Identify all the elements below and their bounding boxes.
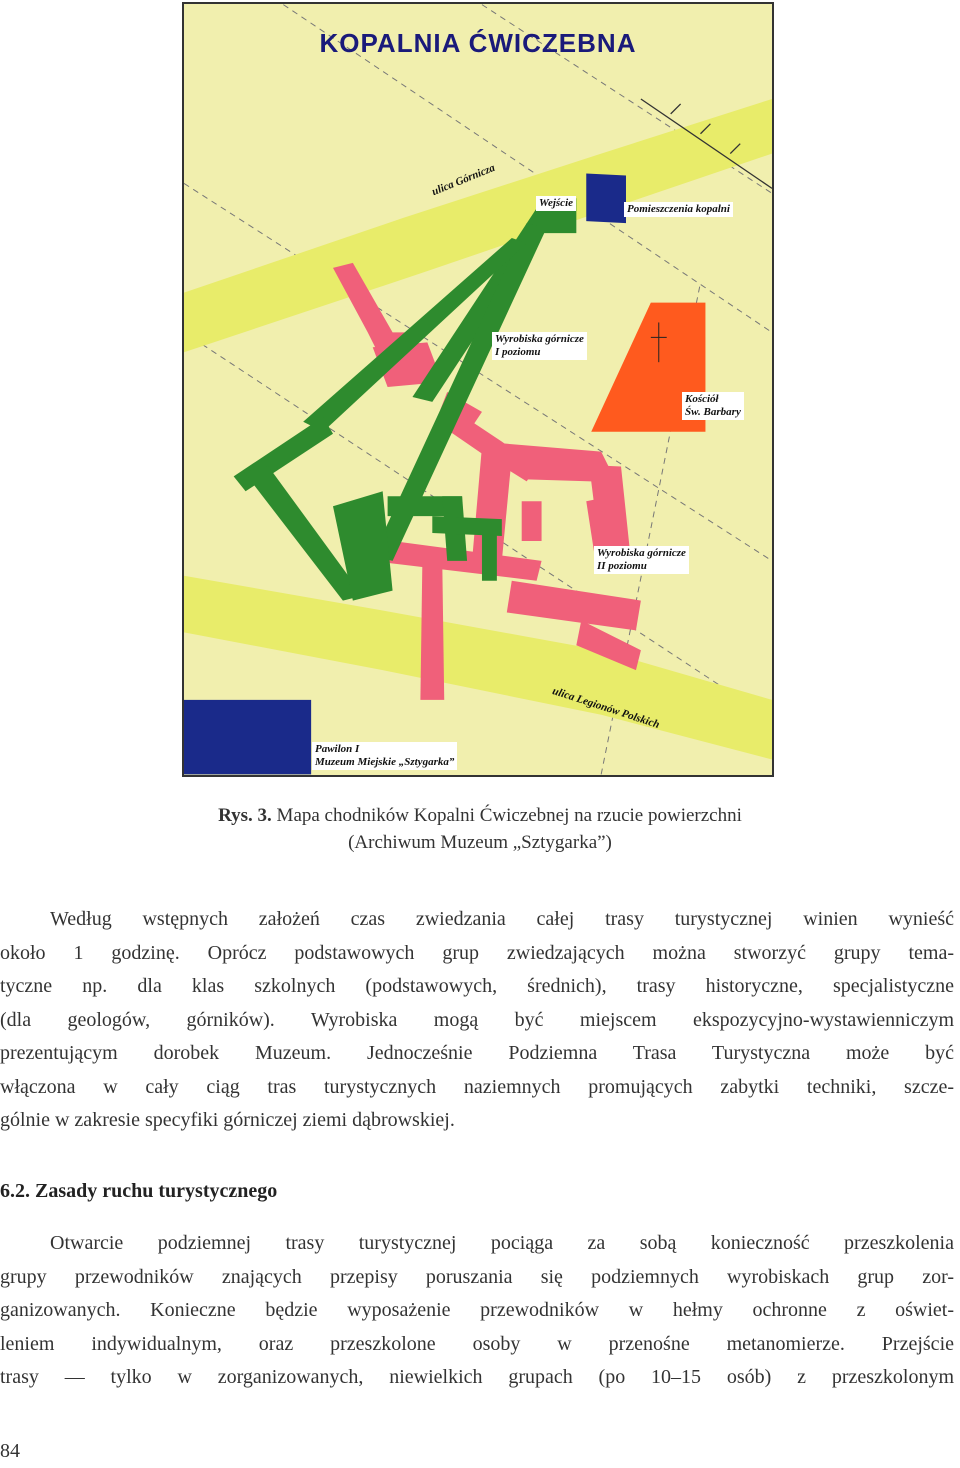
paragraph-line: około 1 godzinę. Oprócz podstawowych grup zwiedzających można stworzyć grupy tema- [0, 941, 954, 964]
label-level-2: Wyrobiska górnicze II poziomu [594, 546, 689, 574]
caption-line-1: Mapa chodników Kopalni Ćwiczebnej na rzucie powierzchni [271, 805, 742, 826]
paragraph-line: grupy przewodników znających przepisy poruszania się podziemnych wyrobiskach grup zor- [0, 1265, 954, 1288]
section-number: 6.2. [0, 1180, 30, 1202]
paragraph-line: ganizowanych. Konieczne będzie wyposażenie przewodników w hełmy ochronne z oświet- [0, 1299, 954, 1321]
label-street-gornicza: ulica Górnicza [430, 161, 497, 199]
paragraph-line: Otwarcie podziemnej trasy turystycznej pociąga za sobą konieczność przeszkolenia [50, 1232, 954, 1254]
label-pavilion: Pawilon I Muzeum Miejskie „Sztygarka” [312, 742, 457, 770]
mine-map-drawing [184, 4, 772, 775]
paragraph-line: trasy — tylko w zorganizowanych, niewielkich grupach (po 10–15 osób) z przeszkolonym [0, 1366, 954, 1388]
pavilion-building [184, 700, 311, 774]
paragraph-line: Według wstępnych założeń czas zwiedzania całej trasy turystycznej winien wynieść [50, 908, 954, 930]
section-heading [0, 1180, 277, 1203]
mine-map-figure [182, 2, 774, 777]
map-title: KOPALNIA ĆWICZEBNA [319, 28, 637, 58]
mine-rooms-building [586, 173, 626, 223]
label-street-legionow: ulica Legionów Polskich [550, 685, 661, 731]
paragraph-line: leniem indywidualnym, oraz przeszkolone osoby w przenośne metanomierze. Przejście [0, 1332, 954, 1355]
paragraph-line: gólnie w zakresie specyfiki górniczej ziemi dąbrowskiej. [0, 1109, 455, 1131]
figure-caption [0, 802, 960, 856]
caption-line-2: (Archiwum Muzeum „Sztygarka”) [348, 832, 612, 853]
paragraph-line: prezentującym dorobek Muzeum. Jednocześnie Podziemna Trasa Turystyczna może być [0, 1042, 954, 1064]
label-level-1: Wyrobiska górnicze I poziomu [492, 332, 587, 360]
paragraph-line: włączona w cały ciąg tras turystycznych naziemnych promujących zabytki techniki, szcze- [0, 1075, 954, 1098]
paragraph-line: tyczne np. dla klas szkolnych (podstawowych, średnich), trasy historyczne, specjalistyczne [0, 975, 954, 997]
paragraph-line: (dla geologów, górników). Wyrobiska mogą być miejscem ekspozycyjno-wystawienniczym [0, 1008, 954, 1031]
paragraph-visiting-time [0, 903, 954, 1138]
label-church: Kościół Św. Barbary [682, 392, 744, 420]
section-title: Zasady ruchu turystycznego [35, 1180, 278, 1202]
label-mine-rooms: Pomieszczenia kopalni [624, 202, 733, 217]
paragraph-tourist-rules [0, 1227, 954, 1395]
page-number: 84 [0, 1440, 20, 1462]
caption-prefix: Rys. 3. [218, 805, 272, 826]
label-entrance: Wejście [536, 196, 576, 211]
